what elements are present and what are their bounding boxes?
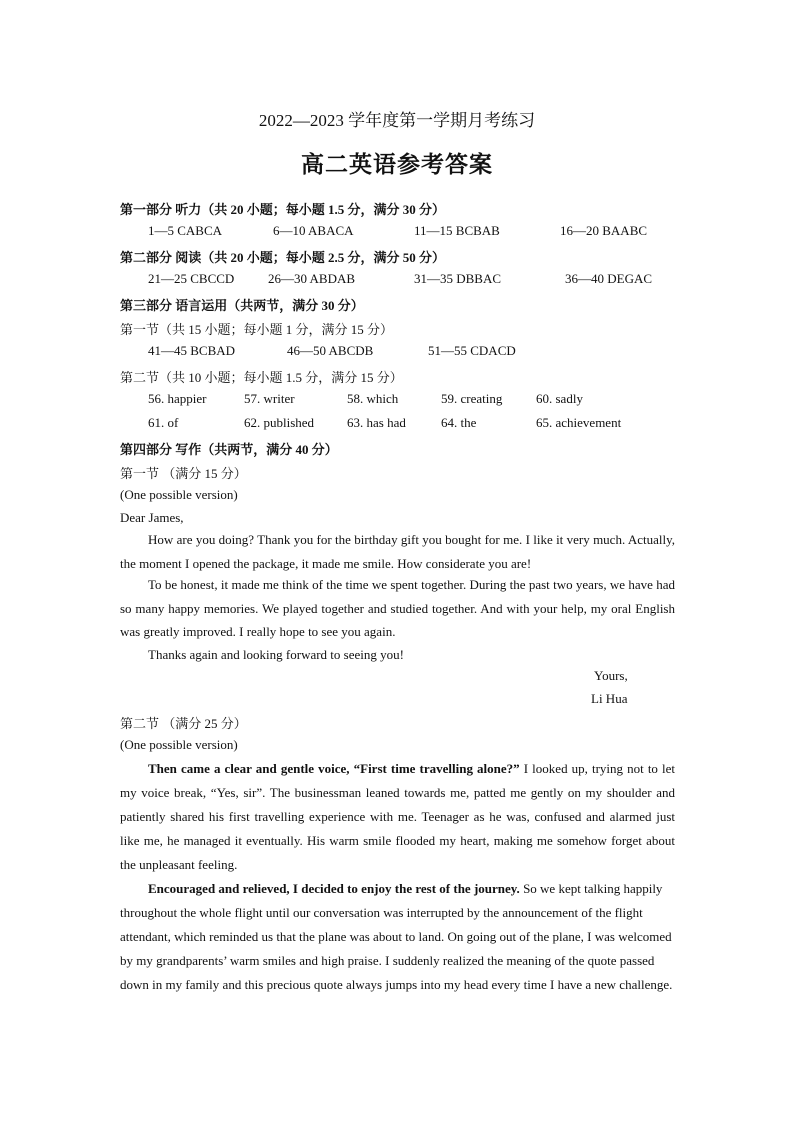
year-title: 2022—2023 学年度第一学期月考练习 bbox=[258, 111, 536, 130]
part3-s2-answer: 63. has had bbox=[347, 415, 406, 430]
part2-answer: 36—40 DEGAC bbox=[565, 271, 653, 286]
letter-paragraph: How are you doing? Thank you for the birthday gift you bought for me. I like it very much. Actually, the moment I opened the package, it made me smile. How considerate you are! bbox=[120, 532, 675, 571]
document-title: 高二英语参考答案 bbox=[301, 152, 493, 177]
part3-s1-answer: 51—55 CDACD bbox=[428, 343, 516, 358]
part2-answer: 26—30 ABDAB bbox=[268, 271, 356, 286]
part3-s2-answer: 60. sadly bbox=[536, 391, 583, 406]
part3-s2-answer: 57. writer bbox=[244, 391, 295, 406]
letter-greeting: Dear James, bbox=[120, 510, 184, 525]
part3-s2-answer: 59. creating bbox=[441, 391, 503, 406]
letter-closing: Yours, bbox=[594, 668, 628, 683]
part1-answer: 11—15 BCBAB bbox=[414, 223, 500, 238]
part3-s2-answer: 61. of bbox=[148, 415, 179, 430]
part3-section2-heading: 第二节（共 10 小题；每小题 1.5 分，满分 15 分） bbox=[120, 370, 403, 385]
part4-section2-heading: 第二节 （满分 25 分） bbox=[120, 716, 247, 731]
part3-s2-answer: 64. the bbox=[441, 415, 477, 430]
letter-signature: Li Hua bbox=[591, 691, 628, 706]
part1-heading: 第一部分 听力（共 20 小题；每小题 1.5 分，满分 30 分） bbox=[120, 202, 446, 217]
part1-answer: 16—20 BAABC bbox=[560, 223, 648, 238]
part3-s2-answer: 58. which bbox=[347, 391, 399, 406]
part2-answer: 31—35 DBBAC bbox=[414, 271, 502, 286]
part4-section1-heading: 第一节 （满分 15 分） bbox=[120, 466, 247, 481]
story-paragraph: Encouraged and relieved, I decided to enjoy the rest of the journey. So we kept talking happily throughout the whole flight until our conversation was interrupted by the announcement of the flight attendant, which reminded us that the plane was about to land. On going out of the plane, I was welcomed by my grandparents’ warm smiles and high praise. I suddenly realized the meaning of the quote passed down in my family and this precious quote always jumps into my head every time I have a new challenge. bbox=[120, 881, 673, 992]
story-paragraph: Then came a clear and gentle voice, “First time travelling alone?” I looked up, trying not to let my voice break, “Yes, sir”. The businessman leaned towards me, patted me gently on my shoulder and patiently shared his first travelling experience with me. Teenager as he was, confused and alarmed just like me, he managed it eventually. His warm smile flooded my heart, making me somehow forget about the unpleasant feeling. bbox=[120, 761, 676, 872]
part1-answer: 1—5 CABCA bbox=[148, 223, 223, 238]
part2-heading: 第二部分 阅读（共 20 小题；每小题 2.5 分，满分 50 分） bbox=[120, 250, 446, 265]
part1-answer: 6—10 ABACA bbox=[273, 223, 354, 238]
part4-s1-version: (One possible version) bbox=[120, 487, 238, 502]
part4-s2-version: (One possible version) bbox=[120, 737, 238, 752]
part4-heading: 第四部分 写作（共两节，满分 40 分） bbox=[120, 442, 338, 457]
part3-s2-answer: 56. happier bbox=[148, 391, 207, 406]
part3-s2-answer: 65. achievement bbox=[536, 415, 622, 430]
letter-paragraph: To be honest, it made me think of the time we spent together. During the past two years, we have had so many happy memories. We played together and studied together. And with your help, my oral English was greatly improved. I really hope to see you again. bbox=[120, 577, 675, 639]
part3-section1-heading: 第一节（共 15 小题；每小题 1 分，满分 15 分） bbox=[120, 322, 394, 337]
part3-s1-answer: 41—45 BCBAD bbox=[148, 343, 236, 358]
letter-paragraph: Thanks again and looking forward to seeing you! bbox=[148, 647, 404, 662]
part3-heading: 第三部分 语言运用（共两节，满分 30 分） bbox=[120, 298, 364, 313]
part3-s2-answer: 62. published bbox=[244, 415, 315, 430]
part2-answer: 21—25 CBCCD bbox=[148, 271, 235, 286]
part3-s1-answer: 46—50 ABCDB bbox=[287, 343, 374, 358]
